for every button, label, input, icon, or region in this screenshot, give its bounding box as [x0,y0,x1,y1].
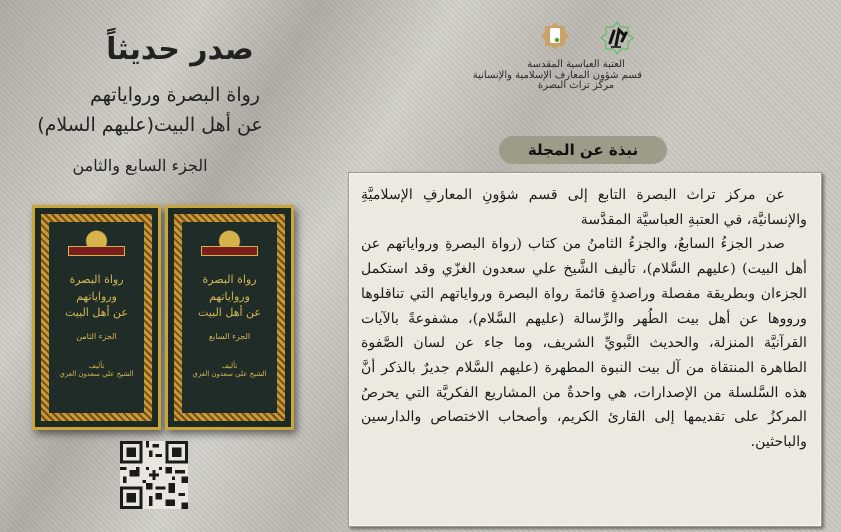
hand-emblem-logo-icon [540,21,570,51]
org-line-2: قسم شؤون المعارف الإسلامية والإنسانية [472,69,642,81]
book-parts: الجزء السابع والثامن [72,156,208,175]
series-badge [201,246,258,256]
book-covers-image [32,205,294,430]
organization-name [472,59,642,92]
description-paragraph-2: صدر الجزءُ السابعُ، والجزءُ الثامنُ من كتاب (رواة البصرةِ ورواياتهم عن أهل البيت) (عليهم السَّلام)، تأليف الشَّيخ علي سعدون الغزّي وقد استكمل الجزءان وبطريقة مفصلة وراصدةٍ قائمةَ رواة البصرة ورواياتهم التي تناقلوها ورووها عن أهل بيت الطُهر والرِّسالة (عليهم السَّلام)، مشفوعةً بالآيات القرآنيَّة المنزلة، والحديث النَّبويِّ الشريف، وما جاء عن لسان الصَّفوة الطاهرة المنتقاة من آل بيت النبوة المطهرة (عليهم السَّلام جديرٌ بالذكر أنَّ هذه السَّلسلة من الإصدارات، هي واحدةٌ من المشاريع الفكريَّة التي يحرصُ المركزُ على تقديمها إلى القارئ الكريم، وأصحاب الاختصاص والدارسين والباحثين. [361,236,807,451]
book-cover-part: الجزء الثامن [76,332,117,341]
headline: صدر حديثاً [106,32,254,67]
book-cover-title: رواة البصرة ورواياتهم عن أهل البيت [65,273,128,319]
description-text [361,183,807,455]
org-line-3: مركز تراث البصرة [537,80,615,91]
book-cover-author: تأليف الشيخ علي سعدون الغزي [59,362,134,378]
book-cover-author: تأليف الشيخ علي سعدون الغزي [192,362,267,378]
turath-calligraphy-logo-icon [600,21,630,51]
org-line-1: العتبة العباسية المقدسة [527,59,625,70]
header-logos [530,18,640,54]
section-label-pill: نبذة عن المجلة [499,136,667,164]
book-cover-title: رواة البصرة ورواياتهم عن أهل البيت [198,273,261,319]
qr-code-icon[interactable] [120,441,188,509]
book-cover-part-8 [32,205,161,430]
series-badge [68,246,125,256]
description-panel [348,172,822,527]
book-title-line-1: رواة البصرة ورواياتهم [90,84,260,106]
book-cover-part-7 [165,205,294,430]
description-paragraph-1: عن مركز تراث البصرة التابع إلى قسم شؤونِ المعارفِ الإسلاميَّةِ والإنسانيَّة، في العتبةِ العباسيَّة المقدَّسة [361,187,807,228]
new-release-column [0,0,330,532]
book-title-line-2: عن أهل البيت(عليهم السلام) [37,114,263,136]
book-cover-part: الجزء السابع [208,332,251,341]
